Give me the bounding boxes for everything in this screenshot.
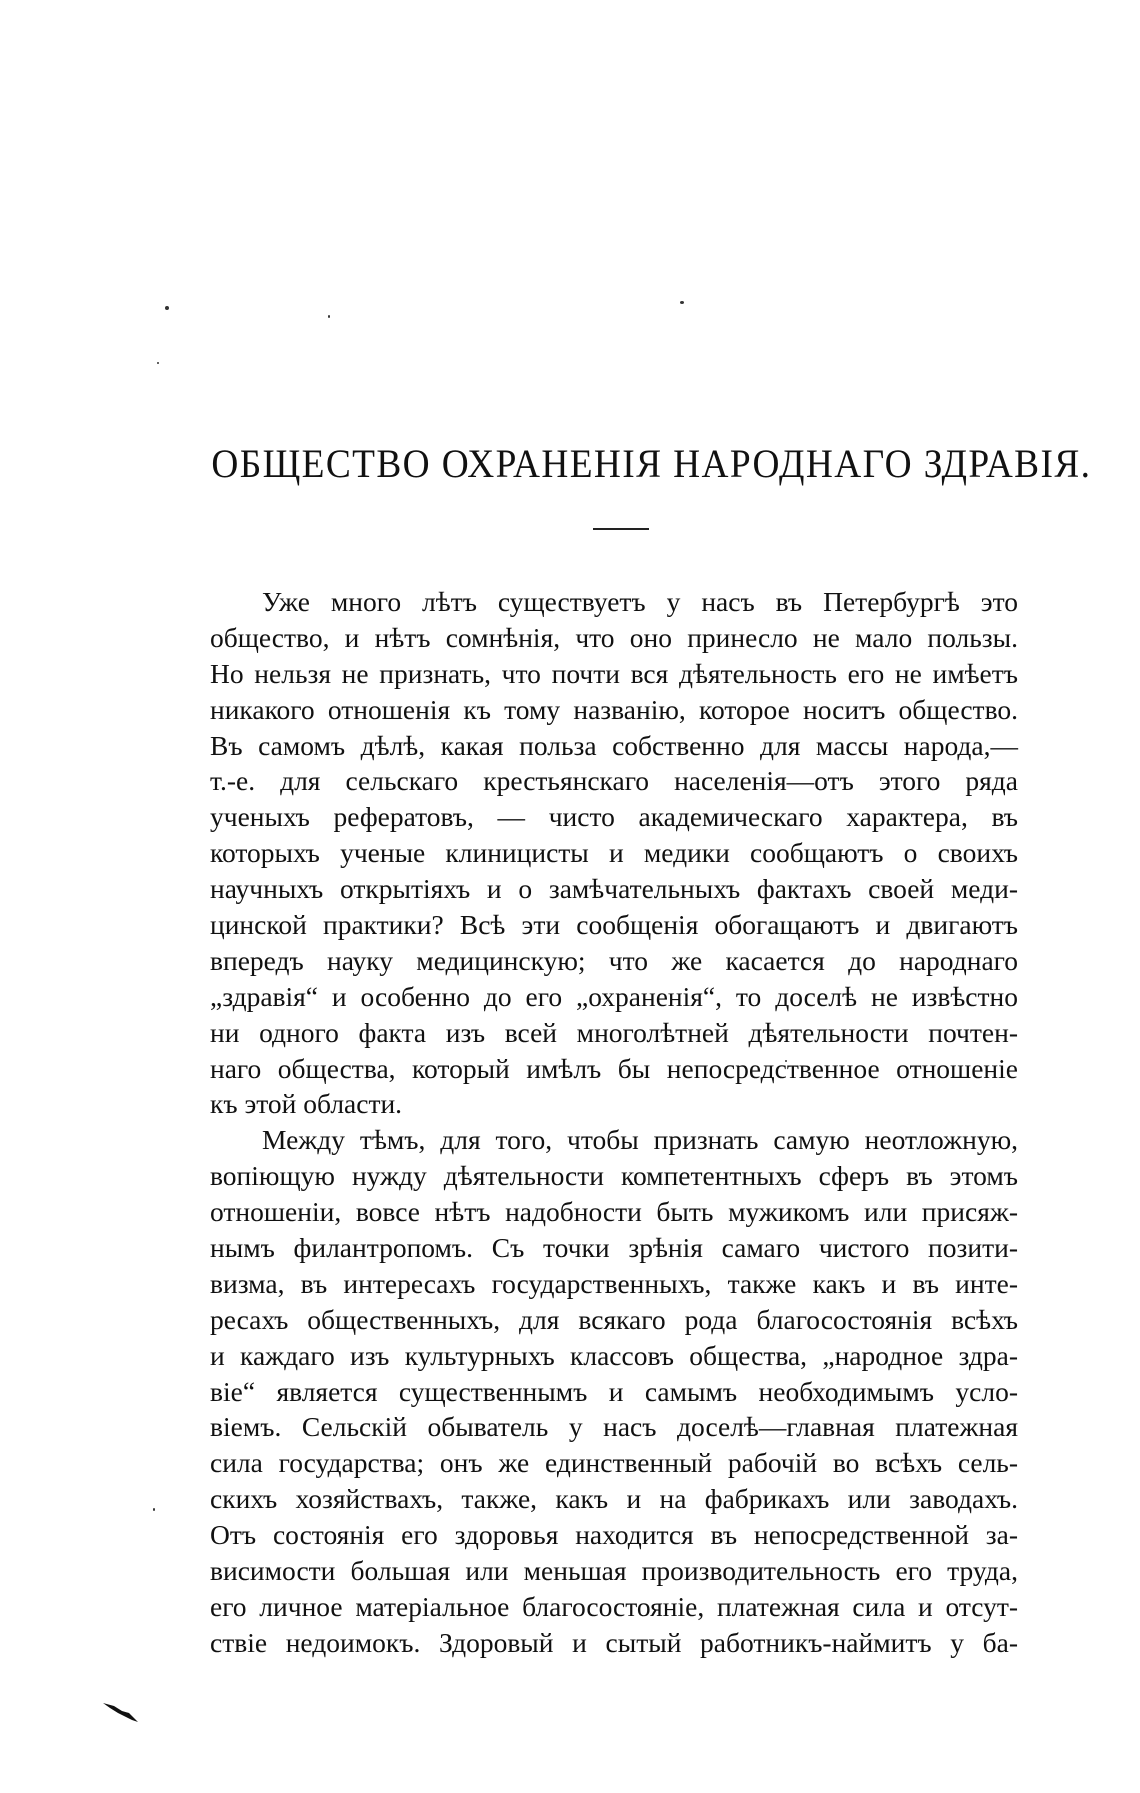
article-body [210,584,1018,1661]
ink-mark [102,1700,140,1724]
text-line: вопіющую нужду дѣятельности компетентныхъ сферъ въ этомъ [210,1160,1018,1192]
text-line: віемъ. Сельскій обыватель у насъ доселѣ—главная платежная [210,1411,1018,1443]
text-line: Но нельзя не признать, что почти вся дѣятельность его не имѣетъ [210,657,1018,689]
text-line: т.-е. для сельскаго крестьянскаго населенія—отъ этого ряда [210,765,1018,797]
text-line: скихъ хозяйствахъ, также, какъ и на фабрикахъ или заводахъ. [210,1483,1018,1515]
text-line: его личное матеріальное благосостояніе, платежная сила и отсут- [210,1590,1018,1622]
scan-speck [680,301,684,304]
text-line: впередъ науку медицинскую; что же касается до народнаго [210,944,1018,976]
text-line: отношеніи, вовсе нѣтъ надобности быть мужикомъ или присяж- [210,1196,1018,1228]
text-line: ствіе недоимокъ. Здоровый и сытый работникъ-наймитъ у ба- [210,1626,1018,1658]
text-line: къ этой области. [210,1088,403,1120]
scan-speck [153,1508,155,1511]
text-line: ученыхъ рефератовъ, — чисто академическаго характера, въ [210,801,1018,833]
text-line: и каждаго изъ культурныхъ классовъ общества, „народное здра- [210,1339,1018,1371]
text-line: Между тѣмъ, для того, чтобы признать самую неотложную, [262,1124,1018,1156]
scan-speck [328,315,330,318]
text-line: никакого отношенія къ тому названію, которое носитъ общество. [210,693,1018,725]
text-line: віе“ является существеннымъ и самымъ необходимымъ усло- [210,1375,1018,1407]
text-line: научныхъ открытіяхъ и о замѣчательныхъ фактахъ своей меди- [210,873,1018,905]
article-title: ОБЩЕСТВО ОХРАНЕНІЯ НАРОДНАГО ЗДРАВІЯ. [211,441,1092,486]
text-line: которыхъ ученые клиницисты и медики сообщаютъ о своихъ [210,837,1018,869]
text-line: Въ самомъ дѣлѣ, какая польза собственно для массы народа,— [210,729,1018,761]
scan-speck [157,362,159,364]
text-line: сила государства; онъ же единственный рабочій во всѣхъ сель- [210,1447,1018,1479]
text-line: ни одного факта изъ всей многолѣтней дѣятельности почтен- [210,1016,1018,1048]
text-line: висимости большая или меньшая производительность его труда, [210,1555,1018,1587]
text-line: нымъ филантропомъ. Съ точки зрѣнія самаго чистого позити- [210,1232,1018,1264]
text-line: Уже много лѣтъ существуетъ у насъ въ Петербургѣ это [262,586,1018,617]
text-line: наго общества, который имѣлъ бы непосредственное отношеніе [210,1052,1018,1084]
text-line: ресахъ общественныхъ, для всякаго рода благосостоянія всѣхъ [210,1303,1018,1335]
text-line: „здравія“ и особенно до его „охраненія“, то доселѣ не извѣстно [210,980,1018,1012]
text-line: визма, въ интересахъ государственныхъ, также какъ и въ инте- [210,1267,1018,1299]
text-line: общество, и нѣтъ сомнѣнія, что оно принесло не мало пользы. [210,621,1018,653]
scan-speck [165,306,169,310]
text-line: Отъ состоянія его здоровья находится въ непосредственной за- [210,1519,1018,1551]
text-line: цинской практики? Всѣ эти сообщенія обогащаютъ и двигаютъ [210,909,1018,941]
title-divider [593,528,649,530]
